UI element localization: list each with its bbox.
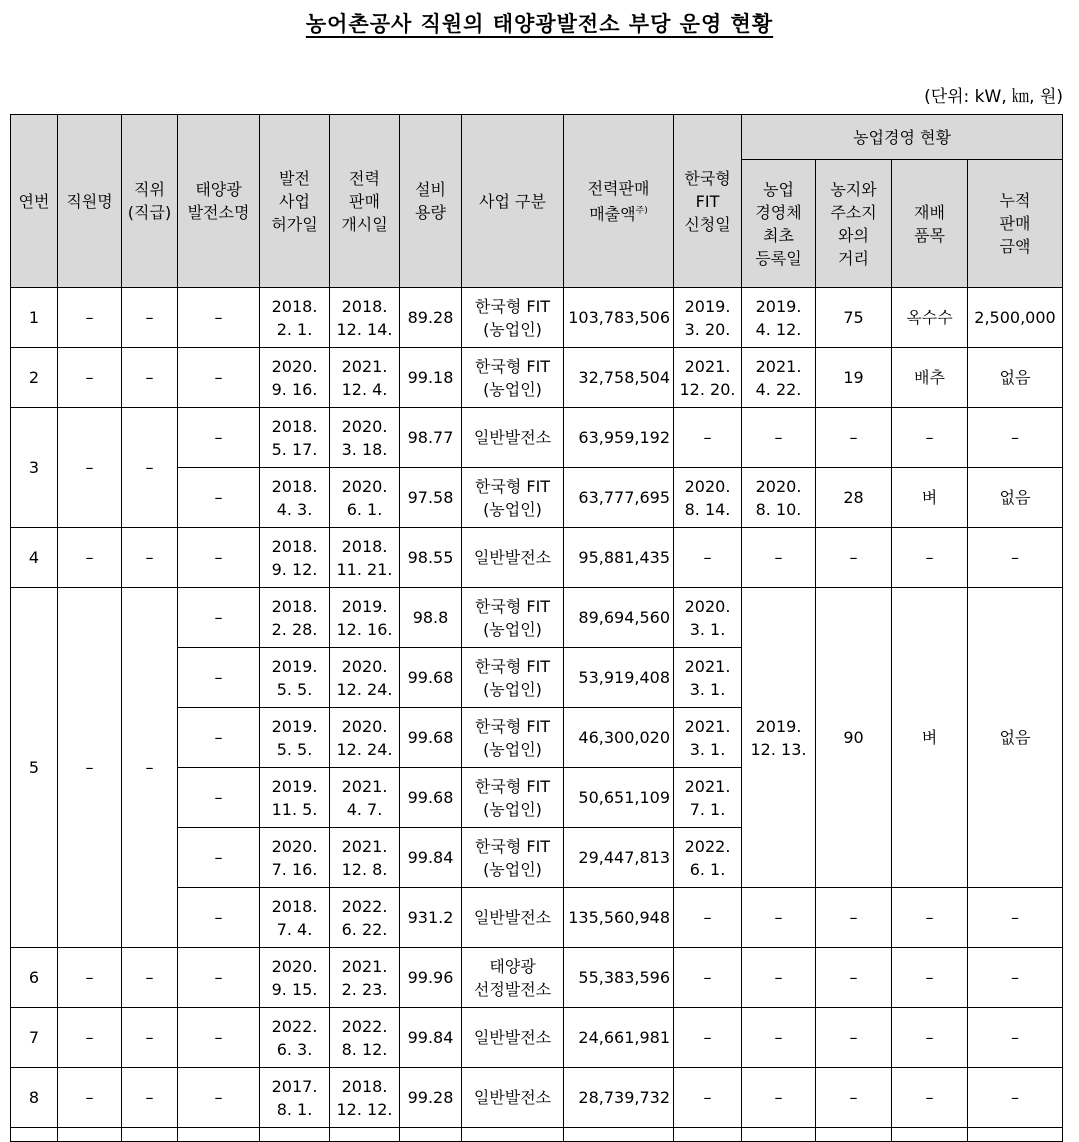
cell-crop: 벼 <box>892 588 968 888</box>
cell-plant: – <box>178 888 260 948</box>
cell-sales: 135,560,948 <box>564 888 674 948</box>
cell-distance: – <box>816 1008 892 1068</box>
cell-farm-registration: – <box>742 888 816 948</box>
cell-capacity: 98.77 <box>400 408 462 468</box>
table-row <box>11 528 1063 588</box>
cell-cumulative-sales: 없음 <box>968 468 1063 528</box>
cell-cumulative-sales: – <box>968 1068 1063 1128</box>
table-row <box>11 948 1063 1008</box>
empty-cell <box>892 1128 968 1142</box>
cell-no: 6 <box>11 948 58 1008</box>
table-row <box>11 1008 1063 1068</box>
cell-crop: – <box>892 888 968 948</box>
cell-start-date: 2020. 12. 24. <box>330 648 400 708</box>
cell-no: 1 <box>11 288 58 348</box>
empty-cell <box>564 1128 674 1142</box>
cell-name: – <box>58 528 122 588</box>
sales-footnote-mark: 주) <box>635 205 648 216</box>
cell-capacity: 99.68 <box>400 648 462 708</box>
cell-permit-date: 2020. 9. 15. <box>260 948 330 1008</box>
cell-permit-date: 2018. 2. 28. <box>260 588 330 648</box>
cell-position: – <box>122 1008 178 1068</box>
empty-cell <box>674 1128 742 1142</box>
cell-sales: 95,881,435 <box>564 528 674 588</box>
cell-position: – <box>122 408 178 528</box>
cell-permit-date: 2017. 8. 1. <box>260 1068 330 1128</box>
table-header <box>11 115 1063 288</box>
cell-capacity: 98.55 <box>400 528 462 588</box>
cell-distance: 90 <box>816 588 892 888</box>
cell-business-type: 일반발전소 <box>462 528 564 588</box>
cell-position: – <box>122 1068 178 1128</box>
header-position: 직위 (직급) <box>122 115 178 288</box>
cell-plant: – <box>178 948 260 1008</box>
cell-farm-registration: – <box>742 1068 816 1128</box>
header-cumulative-sales: 누적 판매 금액 <box>968 160 1063 288</box>
cell-position: – <box>122 588 178 948</box>
cell-position: – <box>122 288 178 348</box>
cell-sales: 55,383,596 <box>564 948 674 1008</box>
cell-capacity: 89.28 <box>400 288 462 348</box>
cell-sales: 103,783,506 <box>564 288 674 348</box>
cell-fit-date: 2019. 3. 20. <box>674 288 742 348</box>
cell-start-date: 2020. 3. 18. <box>330 408 400 468</box>
table-row <box>11 288 1063 348</box>
cell-fit-date: – <box>674 888 742 948</box>
header-start-date: 전력 판매 개시일 <box>330 115 400 288</box>
cell-capacity: 99.28 <box>400 1068 462 1128</box>
cell-distance: – <box>816 408 892 468</box>
cell-business-type: 한국형 FIT (농업인) <box>462 708 564 768</box>
cell-fit-date: 2021. 7. 1. <box>674 768 742 828</box>
cell-business-type: 일반발전소 <box>462 1068 564 1128</box>
cell-farm-registration: 2021. 4. 22. <box>742 348 816 408</box>
cell-farm-registration: – <box>742 528 816 588</box>
cell-cumulative-sales: – <box>968 888 1063 948</box>
cell-business-type: 한국형 FIT (농업인) <box>462 588 564 648</box>
header-plant: 태양광 발전소명 <box>178 115 260 288</box>
cell-sales: 46,300,020 <box>564 708 674 768</box>
cell-sales: 29,447,813 <box>564 828 674 888</box>
cell-plant: – <box>178 408 260 468</box>
header-farm-group: 농업경영 현황 <box>742 115 1063 160</box>
table-row-partial <box>11 1128 1063 1142</box>
cell-plant: – <box>178 768 260 828</box>
cell-permit-date: 2018. 7. 4. <box>260 888 330 948</box>
cell-no: 7 <box>11 1008 58 1068</box>
cell-plant: – <box>178 588 260 648</box>
cell-cumulative-sales: – <box>968 948 1063 1008</box>
cell-start-date: 2019. 12. 16. <box>330 588 400 648</box>
header-distance: 농지와 주소지 와의 거리 <box>816 160 892 288</box>
header-permit-date: 발전 사업 허가일 <box>260 115 330 288</box>
cell-business-type: 한국형 FIT (농업인) <box>462 768 564 828</box>
cell-sales: 63,959,192 <box>564 408 674 468</box>
empty-cell <box>816 1128 892 1142</box>
empty-cell <box>330 1128 400 1142</box>
empty-cell <box>11 1128 58 1142</box>
cell-distance: – <box>816 1068 892 1128</box>
cell-permit-date: 2019. 5. 5. <box>260 708 330 768</box>
cell-start-date: 2021. 12. 8. <box>330 828 400 888</box>
cell-farm-registration: – <box>742 408 816 468</box>
unit-note: (단위: kW, ㎞, 원) <box>924 87 1063 107</box>
header-farm-registration: 농업 경영체 최초 등록일 <box>742 160 816 288</box>
cell-permit-date: 2018. 9. 12. <box>260 528 330 588</box>
cell-plant: – <box>178 648 260 708</box>
cell-capacity: 99.68 <box>400 768 462 828</box>
header-crop: 재배 품목 <box>892 160 968 288</box>
table-body <box>11 288 1063 1142</box>
cell-start-date: 2020. 12. 24. <box>330 708 400 768</box>
cell-farm-registration: 2020. 8. 10. <box>742 468 816 528</box>
cell-start-date: 2018. 12. 12. <box>330 1068 400 1128</box>
cell-cumulative-sales: 없음 <box>968 588 1063 888</box>
cell-distance: – <box>816 528 892 588</box>
cell-business-type: 한국형 FIT (농업인) <box>462 288 564 348</box>
cell-distance: 75 <box>816 288 892 348</box>
cell-sales: 50,651,109 <box>564 768 674 828</box>
cell-start-date: 2022. 6. 22. <box>330 888 400 948</box>
cell-crop: – <box>892 408 968 468</box>
cell-fit-date: 2022. 6. 1. <box>674 828 742 888</box>
cell-name: – <box>58 1068 122 1128</box>
cell-sales: 24,661,981 <box>564 1008 674 1068</box>
cell-permit-date: 2019. 11. 5. <box>260 768 330 828</box>
cell-crop: – <box>892 948 968 1008</box>
cell-sales: 32,758,504 <box>564 348 674 408</box>
cell-fit-date: – <box>674 528 742 588</box>
cell-capacity: 98.8 <box>400 588 462 648</box>
empty-cell <box>178 1128 260 1142</box>
cell-fit-date: – <box>674 948 742 1008</box>
cell-capacity: 99.68 <box>400 708 462 768</box>
cell-plant: – <box>178 288 260 348</box>
cell-plant: – <box>178 708 260 768</box>
document-title: 농어촌공사 직원의 태양광발전소 부당 운영 현황 <box>305 12 774 36</box>
cell-cumulative-sales: 2,500,000 <box>968 288 1063 348</box>
cell-plant: – <box>178 828 260 888</box>
status-table <box>10 114 1063 1142</box>
cell-plant: – <box>178 1068 260 1128</box>
cell-capacity: 99.84 <box>400 1008 462 1068</box>
cell-distance: – <box>816 948 892 1008</box>
cell-crop: – <box>892 1008 968 1068</box>
cell-business-type: 일반발전소 <box>462 888 564 948</box>
cell-plant: – <box>178 348 260 408</box>
cell-distance: 28 <box>816 468 892 528</box>
header-no: 연번 <box>11 115 58 288</box>
cell-position: – <box>122 348 178 408</box>
cell-distance: – <box>816 888 892 948</box>
cell-fit-date: – <box>674 1068 742 1128</box>
cell-crop: – <box>892 1068 968 1128</box>
cell-capacity: 99.18 <box>400 348 462 408</box>
cell-name: – <box>58 348 122 408</box>
cell-sales: 28,739,732 <box>564 1068 674 1128</box>
cell-permit-date: 2018. 2. 1. <box>260 288 330 348</box>
cell-fit-date: 2020. 8. 14. <box>674 468 742 528</box>
cell-fit-date: 2021. 3. 1. <box>674 708 742 768</box>
cell-plant: – <box>178 468 260 528</box>
cell-farm-registration: 2019. 12. 13. <box>742 588 816 888</box>
empty-cell <box>742 1128 816 1142</box>
cell-distance: 19 <box>816 348 892 408</box>
cell-business-type: 일반발전소 <box>462 408 564 468</box>
cell-capacity: 97.58 <box>400 468 462 528</box>
cell-start-date: 2022. 8. 12. <box>330 1008 400 1068</box>
cell-name: – <box>58 948 122 1008</box>
cell-capacity: 931.2 <box>400 888 462 948</box>
empty-cell <box>260 1128 330 1142</box>
cell-start-date: 2021. 4. 7. <box>330 768 400 828</box>
cell-crop: 벼 <box>892 468 968 528</box>
cell-business-type: 한국형 FIT (농업인) <box>462 468 564 528</box>
cell-no: 5 <box>11 588 58 948</box>
cell-sales: 53,919,408 <box>564 648 674 708</box>
cell-start-date: 2021. 2. 23. <box>330 948 400 1008</box>
cell-cumulative-sales: 없음 <box>968 348 1063 408</box>
cell-capacity: 99.84 <box>400 828 462 888</box>
empty-cell <box>400 1128 462 1142</box>
cell-no: 4 <box>11 528 58 588</box>
cell-crop: 배추 <box>892 348 968 408</box>
cell-permit-date: 2020. 9. 16. <box>260 348 330 408</box>
cell-sales: 63,777,695 <box>564 468 674 528</box>
cell-business-type: 한국형 FIT (농업인) <box>462 648 564 708</box>
cell-business-type: 한국형 FIT (농업인) <box>462 828 564 888</box>
cell-plant: – <box>178 528 260 588</box>
cell-position: – <box>122 948 178 1008</box>
cell-cumulative-sales: – <box>968 1008 1063 1068</box>
cell-start-date: 2018. 12. 14. <box>330 288 400 348</box>
cell-permit-date: 2018. 5. 17. <box>260 408 330 468</box>
cell-cumulative-sales: – <box>968 528 1063 588</box>
cell-permit-date: 2022. 6. 3. <box>260 1008 330 1068</box>
cell-farm-registration: – <box>742 1008 816 1068</box>
empty-cell <box>58 1128 122 1142</box>
cell-permit-date: 2018. 4. 3. <box>260 468 330 528</box>
cell-cumulative-sales: – <box>968 408 1063 468</box>
empty-cell <box>462 1128 564 1142</box>
cell-permit-date: 2020. 7. 16. <box>260 828 330 888</box>
cell-plant: – <box>178 1008 260 1068</box>
empty-cell <box>122 1128 178 1142</box>
cell-no: 3 <box>11 408 58 528</box>
cell-fit-date: 2021. 12. 20. <box>674 348 742 408</box>
cell-business-type: 일반발전소 <box>462 1008 564 1068</box>
cell-no: 2 <box>11 348 58 408</box>
cell-business-type: 한국형 FIT (농업인) <box>462 348 564 408</box>
cell-name: – <box>58 408 122 528</box>
cell-start-date: 2020. 6. 1. <box>330 468 400 528</box>
empty-cell <box>968 1128 1063 1142</box>
cell-name: – <box>58 588 122 948</box>
cell-fit-date: – <box>674 1008 742 1068</box>
header-fit-date: 한국형 FIT 신청일 <box>674 115 742 288</box>
cell-farm-registration: – <box>742 948 816 1008</box>
cell-sales: 89,694,560 <box>564 588 674 648</box>
cell-name: – <box>58 1008 122 1068</box>
cell-no: 8 <box>11 1068 58 1128</box>
header-business-type: 사업 구분 <box>462 115 564 288</box>
cell-permit-date: 2019. 5. 5. <box>260 648 330 708</box>
cell-crop: – <box>892 528 968 588</box>
cell-farm-registration: 2019. 4. 12. <box>742 288 816 348</box>
table-row <box>11 408 1063 468</box>
cell-start-date: 2021. 12. 4. <box>330 348 400 408</box>
table-row <box>11 1068 1063 1128</box>
cell-crop: 옥수수 <box>892 288 968 348</box>
cell-start-date: 2018. 11. 21. <box>330 528 400 588</box>
header-sales: 전력판매 매출액$^{주)}$ <box>564 115 674 288</box>
cell-fit-date: – <box>674 408 742 468</box>
cell-fit-date: 2020. 3. 1. <box>674 588 742 648</box>
header-name: 직원명 <box>58 115 122 288</box>
header-capacity: 설비 용량 <box>400 115 462 288</box>
table-row <box>11 348 1063 408</box>
cell-business-type: 태양광 선정발전소 <box>462 948 564 1008</box>
cell-capacity: 99.96 <box>400 948 462 1008</box>
cell-position: – <box>122 528 178 588</box>
table-row <box>11 588 1063 648</box>
cell-name: – <box>58 288 122 348</box>
cell-fit-date: 2021. 3. 1. <box>674 648 742 708</box>
